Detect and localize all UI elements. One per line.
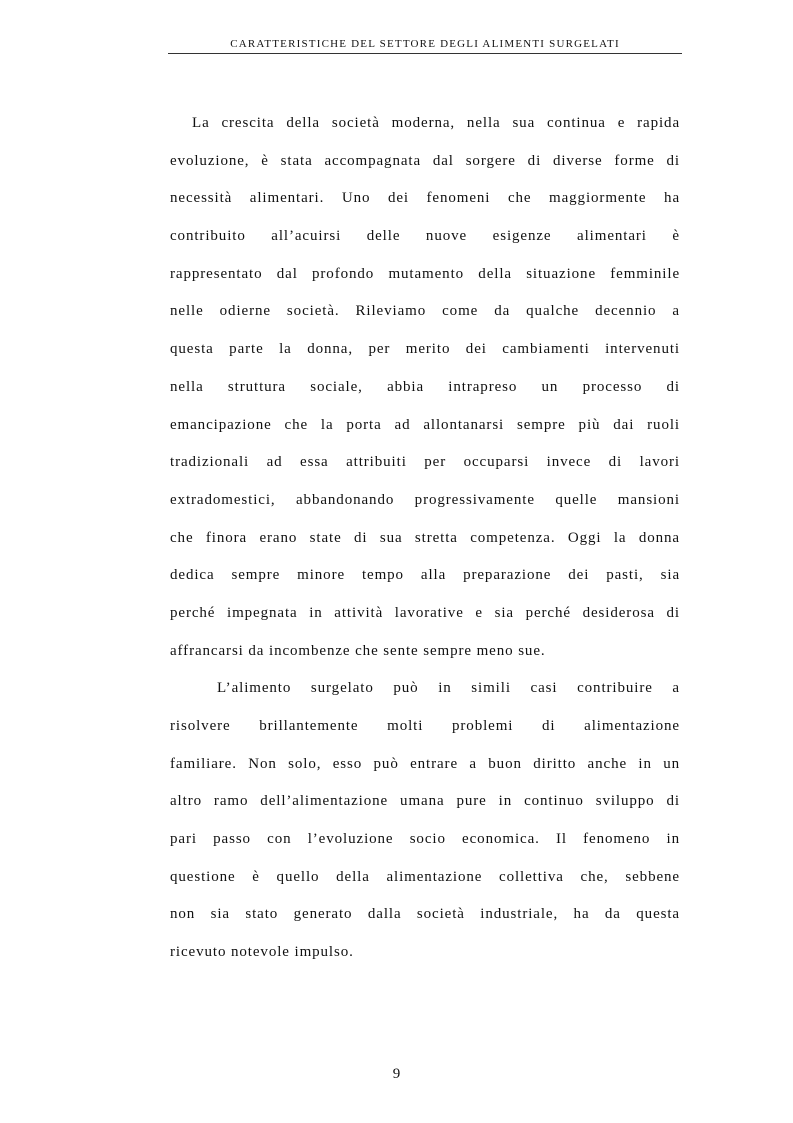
paragraph-line: evoluzione, è stata accompagnata dal sorgere di diverse forme di xyxy=(170,152,680,169)
paragraph-line: emancipazione che la porta ad allontanarsi sempre più dai ruoli xyxy=(170,416,680,433)
paragraph-line: rappresentato dal profondo mutamento della situazione femminile xyxy=(170,265,680,282)
paragraph-line: nelle odierne società. Rileviamo come da qualche decennio a xyxy=(170,303,680,320)
paragraph-line: questione è quello della alimentazione collettiva che, sebbene xyxy=(170,868,680,885)
paragraph-line: questa parte la donna, per merito dei cambiamenti intervenuti xyxy=(170,341,680,358)
paragraph-line: non sia stato generato dalla società industriale, ha da questa xyxy=(170,906,680,923)
paragraph-line: pari passo con l’evoluzione socio economica. Il fenomeno in xyxy=(170,831,680,848)
running-header: CARATTERISTICHE DEL SETTORE DEGLI ALIMENTI SURGELATI xyxy=(168,37,682,54)
paragraph-line: risolvere brillantemente molti problemi di alimentazione xyxy=(170,718,680,734)
paragraph-line: perché impegnata in attività lavorative e sia perché desiderosa di xyxy=(170,604,680,621)
paragraph-line: dedica sempre minore tempo alla preparazione dei pasti, sia xyxy=(170,567,680,584)
paragraph-line: altro ramo dell’alimentazione umana pure in continuo sviluppo di xyxy=(170,793,680,810)
paragraph-line: La crescita della società moderna, nella sua continua e rapida xyxy=(192,115,680,131)
paragraph-line: nella struttura sociale, abbia intrapreso un processo di xyxy=(170,378,680,395)
body-text xyxy=(170,105,680,972)
page-number: 9 xyxy=(392,1066,401,1082)
paragraph-line: L’alimento surgelato può in simili casi contribuire a xyxy=(217,680,680,697)
paragraph-line: familiare. Non solo, esso può entrare a buon diritto anche in un xyxy=(170,755,680,772)
paragraph-line: affrancarsi da incombenze che sente sempre meno sue. xyxy=(170,642,546,659)
paragraph-line: ricevuto notevole impulso. xyxy=(170,944,354,961)
paragraph-1 xyxy=(170,105,680,670)
paragraph-line: extradomestici, abbandonando progressivamente quelle mansioni xyxy=(170,491,680,508)
paragraph-line: tradizionali ad essa attribuiti per occuparsi invece di lavori xyxy=(170,454,680,471)
paragraph-line: che finora erano state di sua stretta competenza. Oggi la donna xyxy=(170,529,680,546)
paragraph-line: contribuito all’acuirsi delle nuove esigenze alimentari è xyxy=(170,228,680,245)
paragraph-2 xyxy=(170,670,680,972)
paragraph-line: necessità alimentari. Uno dei fenomeni che maggiormente ha xyxy=(170,190,680,207)
